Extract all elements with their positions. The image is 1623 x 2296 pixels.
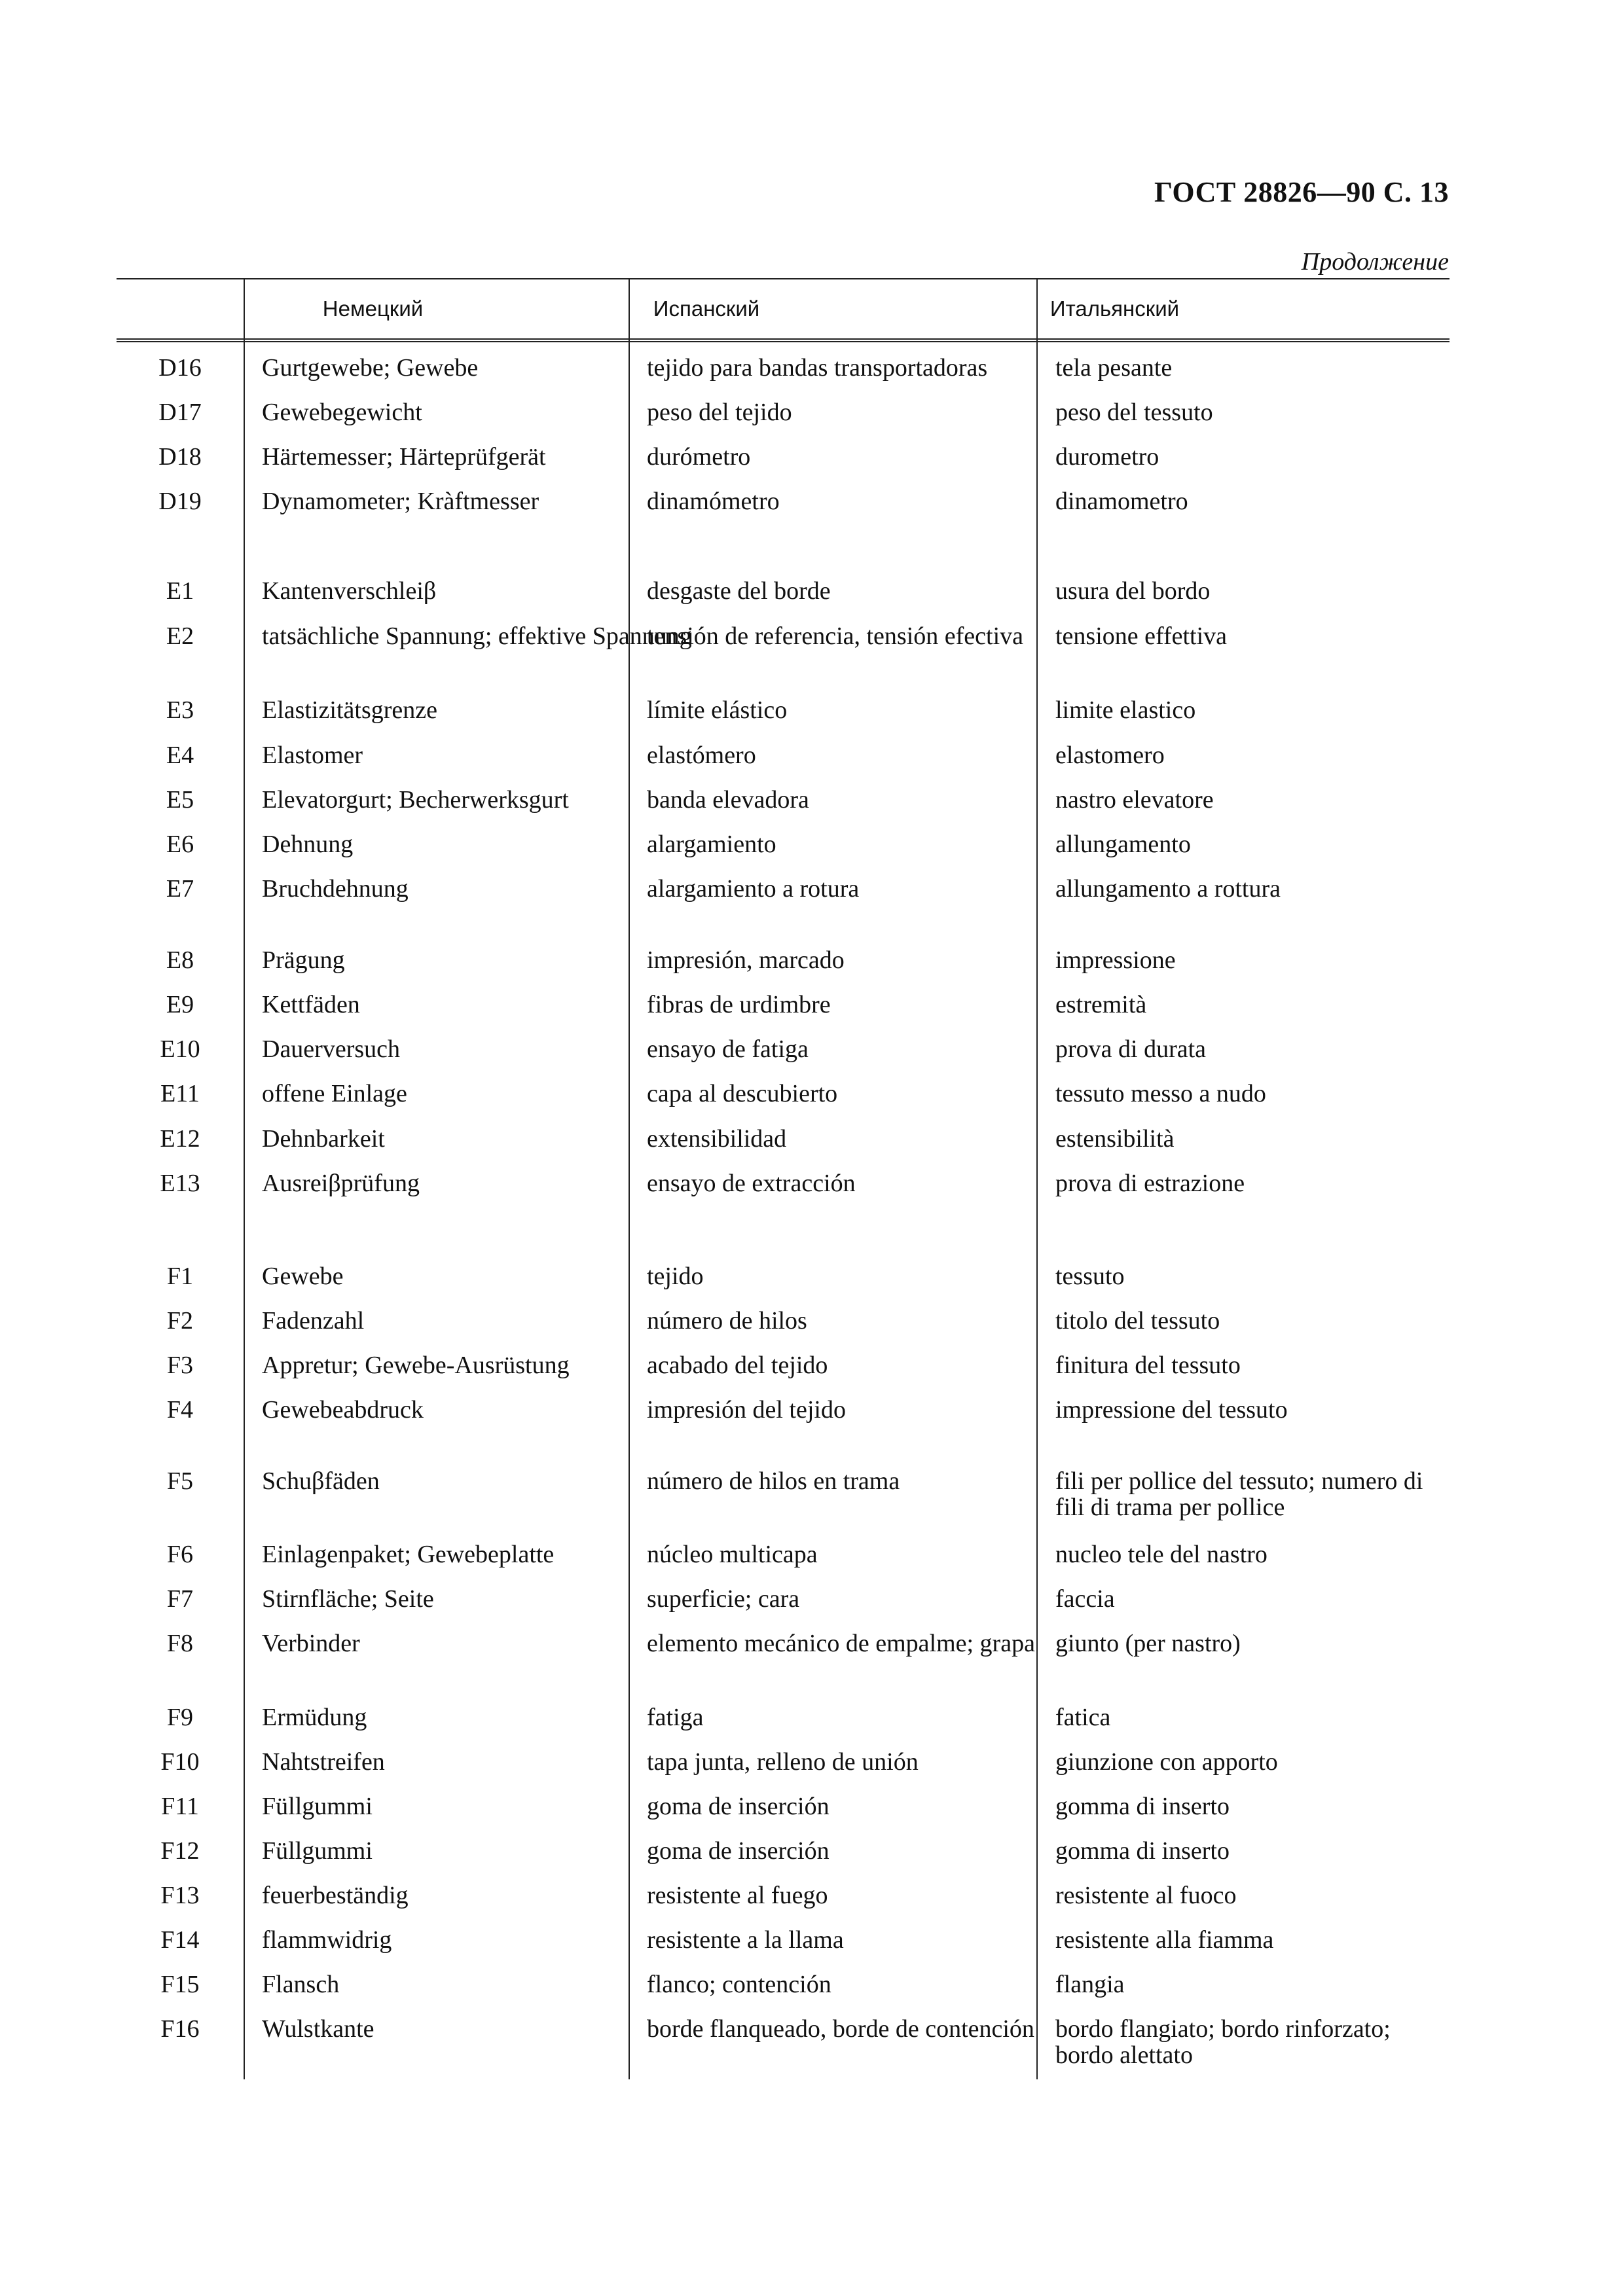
italian-term: resistente alla fiamma [1055,1926,1274,1954]
german-term: Gewebeabdruck [262,1396,424,1424]
term-code: D16 [158,354,202,382]
german-term: flammwidrig [262,1926,392,1954]
term-code: E13 [160,1170,200,1197]
german-term: Dehnbarkeit [262,1125,385,1153]
german-term: Verbinder [262,1630,360,1657]
term-code: E12 [160,1125,200,1153]
glossary-table [117,278,1450,342]
spanish-term: fatiga [647,1704,704,1731]
term-code: F11 [161,1793,199,1820]
german-term: Härtemesser; Härteprüfgerät [262,443,546,471]
term-code: D19 [158,488,202,515]
spanish-term: ensayo de extracción [647,1170,856,1197]
term-code: F13 [160,1882,200,1909]
column-divider [244,279,245,2079]
term-code: F8 [166,1630,194,1657]
spanish-term: flanco; contención [647,1971,831,1998]
term-code: E9 [166,991,194,1018]
column-header-italian: Итальянский [1049,296,1180,321]
italian-term: tensione effettiva [1055,622,1228,650]
german-term: Dauerversuch [262,1035,401,1063]
german-term: Gewebegewicht [262,399,422,426]
italian-term: resistente al fuoco [1055,1882,1237,1909]
spanish-term: número de hilos [647,1307,807,1335]
german-term: Dynamometer; Kràftmesser [262,488,539,515]
term-code: F10 [160,1748,200,1776]
italian-term: finitura del tessuto [1055,1352,1241,1379]
german-term: Füllgummi [262,1793,373,1820]
spanish-term: acabado del tejido [647,1352,828,1379]
italian-term: titolo del tessuto [1055,1307,1220,1335]
column-header-spanish: Испанский [653,296,760,321]
german-term: Elastomer [262,742,363,769]
term-code: E2 [166,622,194,650]
german-term: Ermüdung [262,1704,367,1731]
german-term: Flansch [262,1971,340,1998]
german-term: tatsächliche Spannung; effektive Spannung [262,622,692,650]
term-code: F16 [160,2015,200,2043]
german-term: Kettfäden [262,991,360,1018]
term-code: F15 [160,1971,200,1998]
italian-term: nucleo tele del nastro [1055,1541,1267,1568]
german-term: Stirnfläche; Seite [262,1585,434,1613]
spanish-term: tapa junta, relleno de unión [647,1748,919,1776]
term-code: E5 [166,786,194,814]
italian-term: prova di estrazione [1055,1170,1245,1197]
spanish-term: tejido para bandas transportadoras [647,354,988,382]
german-term: Ausreiβprüfung [262,1170,420,1197]
german-term: Elastizitätsgrenze [262,696,437,724]
term-code: E8 [166,946,194,974]
german-term: Dehnung [262,831,354,858]
italian-term: estensibilità [1055,1125,1175,1153]
german-term: Einlagenpaket; Gewebeplatte [262,1541,555,1568]
italian-term: allungamento [1055,831,1191,858]
spanish-term: núcleo multicapa [647,1541,818,1568]
german-term: Bruchdehnung [262,875,409,903]
spanish-term: tensión de referencia, tensión efectiva [647,622,1023,650]
spanish-term: impresión del tejido [647,1396,846,1424]
italian-term: giunto (per nastro) [1055,1630,1241,1657]
spanish-term: goma de inserción [647,1837,830,1865]
term-code: E10 [160,1035,200,1063]
spanish-term: durómetro [647,443,751,471]
german-term: Kantenverschleiβ [262,577,437,605]
german-term: Füllgummi [262,1837,373,1865]
continuation-label: Продолжение [1301,248,1449,276]
italian-term: tessuto [1055,1263,1125,1290]
italian-term: fatica [1055,1704,1111,1731]
term-code: D18 [158,443,202,471]
italian-term: dinamometro [1055,488,1188,515]
term-code: E6 [166,831,194,858]
german-term: Fadenzahl [262,1307,365,1335]
spanish-term: superficie; cara [647,1585,800,1613]
german-term: Schuβfäden [262,1467,380,1495]
italian-term: estremità [1055,991,1147,1018]
spanish-term: elastómero [647,742,756,769]
spanish-term: resistente a la llama [647,1926,844,1954]
italian-term: flangia [1055,1971,1125,1998]
italian-term: peso del tessuto [1055,399,1213,426]
spanish-term: desgaste del borde [647,577,831,605]
german-term: offene Einlage [262,1080,407,1107]
term-code: F3 [166,1352,194,1379]
page-header: ГОСТ 28826—90 С. 13 [1154,176,1449,208]
italian-term: prova di durata [1055,1035,1207,1063]
table-header [117,278,1450,342]
italian-term: usura del bordo [1055,577,1211,605]
spanish-term: alargamiento a rotura [647,875,860,903]
italian-term: tessuto messo a nudo [1055,1080,1266,1107]
italian-term: impressione [1055,946,1176,974]
term-code: E3 [166,696,194,724]
italian-term: gomma di inserto [1055,1793,1230,1820]
term-code: D17 [158,399,202,426]
german-term: Elevatorgurt; Becherwerksgurt [262,786,569,814]
german-term: Prägung [262,946,345,974]
italian-term: allungamento a rottura [1055,875,1281,903]
term-code: F14 [160,1926,200,1954]
italian-term: bordo flangiato; bordo rinforzato; bordo alettato [1055,2015,1391,2069]
term-code: F1 [166,1263,194,1290]
spanish-term: ensayo de fatiga [647,1035,809,1063]
term-code: F2 [166,1307,194,1335]
term-code: E1 [166,577,194,605]
term-code: F5 [166,1467,194,1495]
spanish-term: número de hilos en trama [647,1467,900,1495]
italian-term: gomma di inserto [1055,1837,1230,1865]
german-term: Nahtstreifen [262,1748,385,1776]
spanish-term: dinamómetro [647,488,780,515]
italian-term: impressione del tessuto [1055,1396,1288,1424]
italian-term: durometro [1055,443,1159,471]
spanish-term: fibras de urdimbre [647,991,831,1018]
italian-term: nastro elevatore [1055,786,1214,814]
spanish-term: alargamiento [647,831,776,858]
spanish-term: resistente al fuego [647,1882,828,1909]
german-term: Gurtgewebe; Gewebe [262,354,479,382]
term-code: F9 [166,1704,194,1731]
italian-term: faccia [1055,1585,1115,1613]
italian-term: fili per pollice del tessuto; numero di fili di trama per pollice [1055,1467,1423,1521]
german-term: Gewebe [262,1263,344,1290]
term-code: F4 [166,1396,194,1424]
term-code: F6 [166,1541,194,1568]
term-code: E4 [166,742,194,769]
italian-term: tela pesante [1055,354,1173,382]
spanish-term: tejido [647,1263,704,1290]
term-code: F7 [166,1585,194,1613]
column-header-german: Немецкий [322,296,424,321]
german-term: Appretur; Gewebe-Ausrüstung [262,1352,570,1379]
spanish-term: capa al descubierto [647,1080,838,1107]
german-term: Wulstkante [262,2015,374,2043]
spanish-term: extensibilidad [647,1125,787,1153]
spanish-term: impresión, marcado [647,946,845,974]
spanish-term: elemento mecánico de empalme; grapa [647,1630,1035,1657]
term-code: E7 [166,875,194,903]
spanish-term: banda elevadora [647,786,809,814]
italian-term: limite elastico [1055,696,1196,724]
italian-term: elastomero [1055,742,1165,769]
spanish-term: goma de inserción [647,1793,830,1820]
spanish-term: borde flanqueado, borde de contención [647,2015,1034,2043]
italian-term: giunzione con apporto [1055,1748,1278,1776]
term-code: E11 [160,1080,200,1107]
spanish-term: peso del tejido [647,399,792,426]
term-code: F12 [160,1837,200,1865]
german-term: feuerbeständig [262,1882,409,1909]
spanish-term: límite elástico [647,696,788,724]
